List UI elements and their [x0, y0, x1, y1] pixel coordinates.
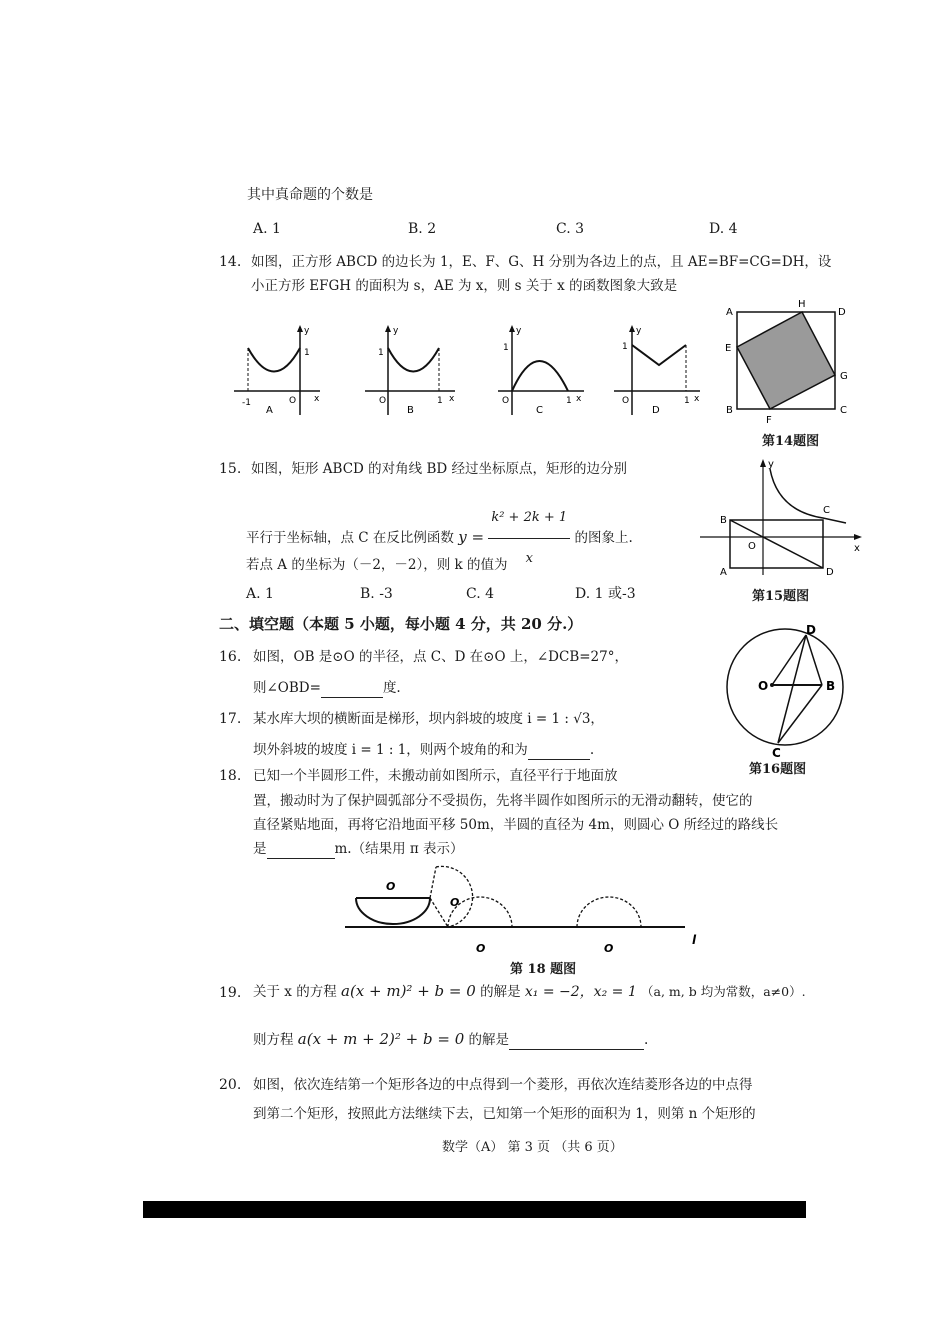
- svg-text:D: D: [806, 623, 816, 637]
- q16-line1: 如图，OB 是⊙O 的半径，点 C、D 在⊙O 上，∠DCB=27°，: [253, 649, 628, 665]
- svg-text:1: 1: [437, 396, 443, 406]
- svg-text:B: B: [826, 679, 836, 693]
- q16-number: 16.: [219, 649, 242, 665]
- svg-text:1: 1: [503, 343, 509, 353]
- svg-text:A: A: [726, 307, 733, 318]
- svg-text:D: D: [838, 307, 846, 318]
- svg-text:x: x: [854, 543, 860, 554]
- q15-line1: 如图，矩形 ABCD 的对角线 BD 经过坐标原点，矩形的边分别: [251, 461, 627, 477]
- svg-text:y: y: [768, 459, 774, 470]
- q15-line2: 平行于坐标轴，点 C 在反比例函数 y = $\frac{\text{k² + 2k + 1}}{x}$ 的图象上.: [246, 498, 633, 579]
- svg-text:O: O: [604, 942, 614, 955]
- q17-line2: 坝外斜坡的坡度 i = 1 : 1，则两个坡角的和为 .: [253, 742, 595, 758]
- svg-text:D: D: [826, 567, 834, 578]
- q14-square-figure: [720, 295, 855, 427]
- q20-line1: 如图，依次连结第一个矩形各边的中点得到一个菱形，再依次连结菱形各边的中点得: [253, 1077, 753, 1093]
- q15-option-b: B. -3: [360, 586, 393, 602]
- svg-text:x: x: [449, 394, 455, 404]
- q18-line2: 置，搬动时为了保护圆弧部分不受损伤，先将半圆作如图所示的无滑动翻转，使它的: [253, 793, 753, 809]
- svg-text:1: 1: [622, 342, 628, 352]
- svg-text:O: O: [502, 396, 510, 406]
- svg-text:y: y: [393, 326, 399, 336]
- q15-number: 15.: [219, 461, 242, 477]
- svg-text:O: O: [379, 396, 387, 406]
- svg-text:O: O: [748, 541, 756, 552]
- svg-text:O: O: [622, 396, 630, 406]
- q13-stem-end: 其中真命题的个数是: [247, 187, 373, 203]
- q14-graph-d: [612, 323, 702, 418]
- q15-option-a: A. 1: [246, 586, 274, 602]
- q19-line1: 关于 x 的方程 a(x + m)² + b = 0 的解是 x₁ = −2，x₂ = 1 （a, m, b 均为常数，a≠0）.: [253, 982, 806, 1000]
- page-footer: 数学（A） 第 3 页 （共 6 页）: [442, 1140, 623, 1155]
- svg-text:y: y: [636, 326, 642, 336]
- q13-option-b: B. 2: [408, 221, 437, 237]
- section2-title: 二、填空题（本题 5 小题，每小题 4 分，共 20 分.）: [219, 615, 583, 633]
- q15-line3: 若点 A 的坐标为（－2，－2），则 k 的值为: [246, 557, 508, 573]
- q15-figure: [696, 455, 866, 580]
- q15-caption: 第15题图: [752, 589, 810, 604]
- q13-option-d: D. 4: [709, 221, 738, 237]
- svg-text:x: x: [314, 394, 320, 404]
- q18-line3: 直径紧贴地面，再将它沿地面平移 50m，半圆的直径为 4m，则圆心 O 所经过的路线长: [253, 817, 779, 833]
- q18-line1: 已知一个半圆形工件，未搬动前如图所示，直径平行于地面放: [253, 768, 618, 784]
- svg-text:C: C: [772, 746, 781, 760]
- q17-number: 17.: [219, 711, 242, 727]
- q14-graph-c-label: C: [536, 405, 543, 416]
- svg-text:F: F: [766, 415, 772, 426]
- svg-text:x: x: [576, 394, 582, 404]
- svg-text:H: H: [798, 299, 806, 310]
- q19-number: 19.: [219, 985, 242, 1001]
- q18-caption: 第 18 题图: [510, 962, 577, 977]
- q14-line1: 如图，正方形 ABCD 的边长为 1，E、F、G、H 分别为各边上的点，且 AE=BF=CG=DH，设: [251, 254, 832, 270]
- q14-graph-a-label: A: [266, 405, 273, 416]
- scan-black-bar: [143, 1201, 806, 1218]
- q15-option-d: D. 1 或-3: [575, 586, 636, 602]
- q14-graph-c: [496, 323, 586, 418]
- svg-text:G: G: [840, 371, 848, 382]
- svg-text:A: A: [720, 567, 727, 578]
- svg-text:-1: -1: [242, 398, 251, 408]
- q16-answer-blank[interactable]: [321, 679, 383, 698]
- svg-text:O: O: [386, 880, 396, 893]
- q20-line2: 到第二个矩形，按照此方法继续下去，已知第一个矩形的面积为 1，则第 n 个矩形的: [253, 1106, 756, 1122]
- q19-line2: 则方程 a(x + m + 2)² + b = 0 的解是 .: [253, 1030, 649, 1048]
- svg-text:C: C: [823, 505, 830, 516]
- svg-text:l: l: [692, 933, 697, 947]
- q15-option-c: C. 4: [466, 586, 495, 602]
- q18-figure: [340, 860, 710, 955]
- svg-text:B: B: [726, 405, 733, 416]
- svg-text:E: E: [725, 343, 732, 354]
- svg-text:C: C: [840, 405, 847, 416]
- q20-number: 20.: [219, 1077, 242, 1093]
- q15-formula-fraction: $\frac{\text{k² + 2k + 1}}{x}$: [488, 498, 570, 579]
- q16-caption: 第16题图: [749, 762, 807, 777]
- q17-answer-blank[interactable]: [528, 741, 590, 760]
- q14-number: 14.: [219, 254, 242, 270]
- svg-text:1: 1: [566, 396, 572, 406]
- q13-option-a: A. 1: [253, 221, 281, 237]
- q14-graph-b: [363, 323, 458, 418]
- svg-text:O: O: [758, 679, 769, 693]
- svg-text:1: 1: [304, 348, 310, 358]
- svg-text:O: O: [476, 942, 486, 955]
- q14-line2: 小正方形 EFGH 的面积为 s，AE 为 x，则 s 关于 x 的函数图象大致是: [251, 278, 678, 294]
- q18-answer-blank[interactable]: [267, 840, 335, 859]
- q18-number: 18.: [219, 768, 242, 784]
- q19-answer-blank[interactable]: [509, 1031, 644, 1050]
- svg-text:1: 1: [378, 348, 384, 358]
- svg-text:O: O: [450, 896, 460, 909]
- q18-line4: 是 m.（结果用 π 表示）: [253, 841, 464, 857]
- q13-option-c: C. 3: [556, 221, 585, 237]
- q16-line2: 则∠OBD= 度.: [253, 680, 401, 696]
- svg-text:x: x: [694, 394, 700, 404]
- q17-line1: 某水库大坝的横断面是梯形，坝内斜坡的坡度 i = 1 : √3，: [253, 711, 604, 727]
- svg-text:y: y: [304, 326, 310, 336]
- svg-text:O: O: [289, 396, 297, 406]
- q14-graph-a: [232, 323, 322, 418]
- q14-caption: 第14题图: [762, 434, 820, 449]
- svg-text:B: B: [720, 515, 727, 526]
- svg-text:1: 1: [684, 396, 690, 406]
- q14-graph-d-label: D: [652, 405, 660, 416]
- q14-graph-b-label: B: [407, 405, 414, 416]
- svg-text:y: y: [516, 326, 522, 336]
- q16-circle-figure: [710, 622, 860, 762]
